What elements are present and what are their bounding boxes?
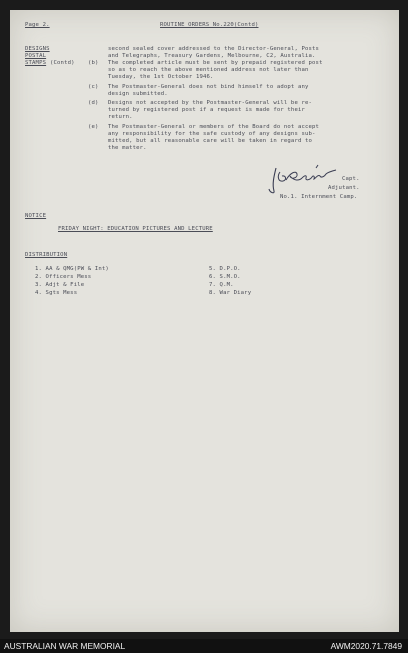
- item-marker-e: (e): [88, 124, 99, 130]
- notice-heading: NOTICE: [25, 213, 47, 219]
- designs-line: so as to reach the above mentioned address not later than: [108, 67, 309, 73]
- accession-number: AWM2020.71.7849: [330, 641, 402, 651]
- archive-footer: [0, 639, 408, 653]
- page-number: Page 2.: [25, 22, 50, 28]
- item-marker-b: (b): [88, 60, 99, 66]
- archive-name: AUSTRALIAN WAR MEMORIAL: [4, 641, 126, 651]
- designs-line: design submitted.: [108, 91, 168, 97]
- signatory-unit: No.1. Internment Camp.: [280, 194, 358, 200]
- distribution-item: 6. S.M.O.: [209, 274, 241, 280]
- distribution-item: 4. Sgts Mess: [35, 290, 78, 296]
- designs-line: The Postmaster-General or members of the Board do not accept: [108, 124, 320, 130]
- distribution-item: 1. AA & QMG(PW & Int): [35, 266, 109, 272]
- item-marker-d: (d): [88, 100, 99, 106]
- notice-text: FRIDAY NIGHT: EDUCATION PICTURES AND LECTURE: [58, 226, 213, 232]
- section-label-postal: POSTAL: [25, 53, 47, 59]
- designs-line: Designs not accepted by the Postmaster-General will be re-: [108, 100, 313, 106]
- designs-line: the matter.: [108, 145, 147, 151]
- designs-line: return.: [108, 114, 133, 120]
- document-page: [10, 10, 399, 632]
- distribution-item: 7. Q.M.: [209, 282, 234, 288]
- designs-line: The completed article must be sent by prepaid registered post: [108, 60, 323, 66]
- item-marker-c: (c): [88, 84, 99, 90]
- distribution-heading: DISTRIBUTION: [25, 252, 68, 258]
- section-label-contd: (Contd): [50, 60, 75, 66]
- designs-line: second sealed cover addressed to the Director-General, Posts: [108, 46, 320, 52]
- distribution-item: 2. Officers Mess: [35, 274, 92, 280]
- designs-line: The Postmaster-General does not bind himself to adopt any: [108, 84, 309, 90]
- section-label-designs: DESIGNS: [25, 46, 50, 52]
- signatory-rank: Capt.: [342, 176, 360, 182]
- signatory-appointment: Adjutant.: [328, 185, 360, 191]
- section-label-stamps: STAMPS: [25, 60, 47, 66]
- distribution-item: 8. War Diary: [209, 290, 252, 296]
- designs-line: and Telegraphs, Treasury Gardens, Melbourne, C2, Australia.: [108, 53, 316, 59]
- designs-line: turned by registered post if a request is made for their: [108, 107, 305, 113]
- distribution-item: 3. Adjt & File: [35, 282, 85, 288]
- distribution-item: 5. D.P.O.: [209, 266, 241, 272]
- designs-line: mitted, but all reasonable care will be taken in regard to: [108, 138, 313, 144]
- designs-line: Tuesday, the 1st October 1946.: [108, 74, 214, 80]
- document-title: ROUTINE ORDERS No.220(Contd): [160, 22, 259, 28]
- designs-line: any responsibility for the safe custody of any designs sub-: [108, 131, 316, 137]
